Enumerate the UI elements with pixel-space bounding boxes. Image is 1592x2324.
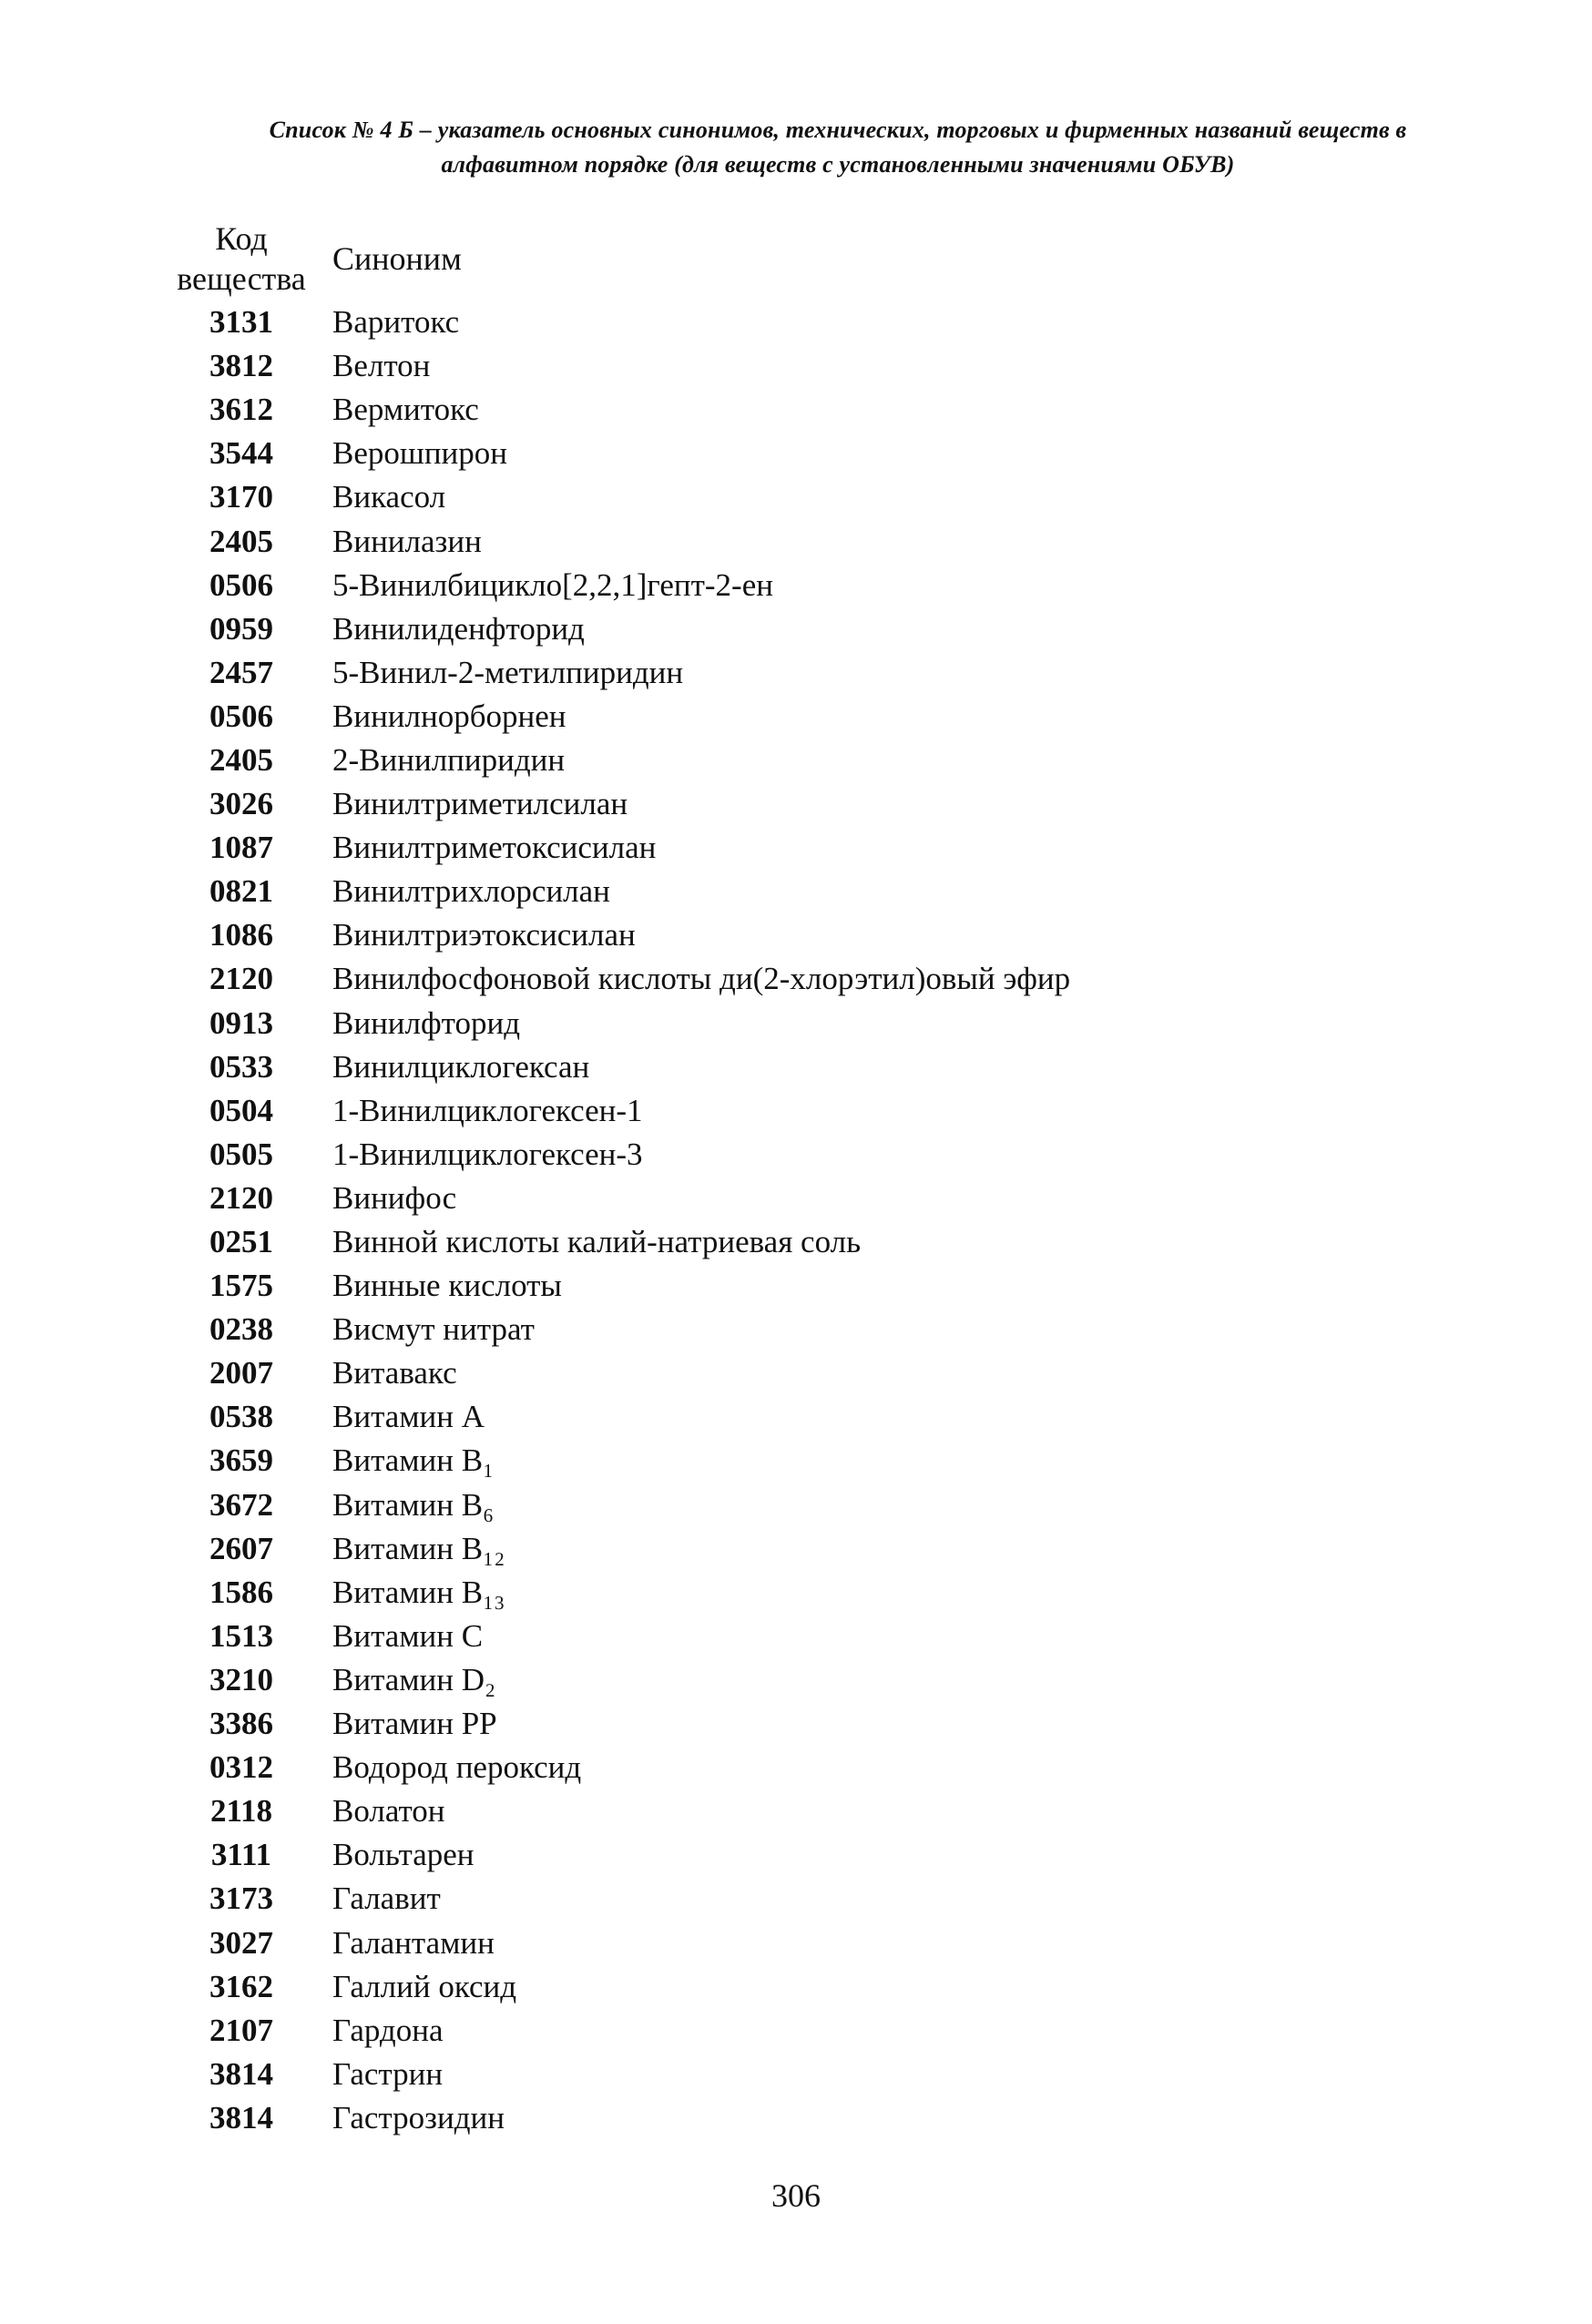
table-body — [168, 301, 1070, 2140]
table-row — [168, 782, 1070, 826]
table-row — [168, 870, 1070, 913]
substance-synonym: Водород пероксид — [332, 1749, 582, 1786]
table-row — [168, 957, 1070, 1001]
table-row — [168, 1921, 1070, 1964]
table-row — [168, 607, 1070, 651]
substance-code: 3672 — [209, 1486, 273, 1523]
table-row — [168, 1965, 1070, 2009]
substance-code: 3170 — [209, 479, 273, 515]
substance-code: 0959 — [209, 610, 273, 647]
substance-synonym: Винилтрихлорсилан — [332, 873, 610, 910]
substance-synonym: Верошпирон — [332, 435, 508, 472]
table-row — [168, 739, 1070, 782]
substance-code: 3812 — [209, 348, 273, 384]
table-row — [168, 1527, 1070, 1571]
table-row — [168, 913, 1070, 957]
substance-synonym: Галантамин — [332, 1924, 495, 1961]
table-row — [168, 2009, 1070, 2053]
substance-code: 0251 — [209, 1224, 273, 1260]
table-row — [168, 1002, 1070, 1045]
substance-synonym: Гастрин — [332, 2055, 444, 2092]
substance-synonym: Винифос — [332, 1179, 457, 1216]
table-header-row — [168, 217, 1070, 301]
substance-synonym: Витамин D₂ — [332, 1661, 496, 1697]
table-row — [168, 475, 1070, 519]
substance-code: 2405 — [209, 741, 273, 778]
table-row — [168, 344, 1070, 388]
table-row — [168, 1615, 1070, 1658]
substance-synonym: Винной кислоты калий-натриевая соль — [332, 1224, 862, 1260]
substance-synonym: Галлий оксид — [332, 1968, 517, 2004]
substance-code: 3111 — [210, 1837, 272, 1873]
substance-synonym: 1-Винилциклогексен-1 — [332, 1092, 643, 1128]
table-row — [168, 1351, 1070, 1395]
substance-code: 3544 — [209, 435, 273, 472]
substance-synonym: Викасол — [332, 479, 446, 515]
table-row — [168, 519, 1070, 563]
substance-code: 0913 — [209, 1004, 273, 1041]
synonym-index-table — [168, 217, 1070, 2140]
substance-code: 2457 — [209, 654, 273, 690]
substance-synonym: Витавакс — [332, 1355, 457, 1391]
substance-code: 3814 — [209, 2099, 273, 2135]
table-row — [168, 388, 1070, 432]
substance-synonym: Витамин РР — [332, 1706, 497, 1742]
substance-code: 0312 — [209, 1749, 273, 1786]
list-title — [128, 113, 1548, 182]
table-row — [168, 564, 1070, 607]
table-row — [168, 1439, 1070, 1483]
table-row — [168, 1571, 1070, 1615]
substance-code: 1086 — [209, 917, 273, 953]
table-row — [168, 1746, 1070, 1789]
substance-synonym: Варитокс — [332, 304, 460, 341]
substance-synonym: Витамин B₆ — [332, 1486, 495, 1523]
substance-code: 0821 — [209, 873, 273, 910]
substance-synonym: Винилтриметилсилан — [332, 786, 628, 822]
substance-code: 3173 — [209, 1881, 273, 1917]
substance-synonym: Витамин С — [332, 1617, 484, 1654]
table-row — [168, 2053, 1070, 2096]
table-row — [168, 651, 1070, 695]
substance-code: 3210 — [209, 1661, 273, 1697]
substance-code: 3162 — [209, 1968, 273, 2004]
substance-code: 0538 — [209, 1399, 273, 1435]
substance-code: 0238 — [209, 1311, 273, 1348]
substance-synonym: Гастрозидин — [332, 2099, 505, 2135]
substance-code: 2118 — [209, 1793, 273, 1830]
table-row — [168, 1483, 1070, 1527]
substance-synonym: Витамин А — [332, 1399, 485, 1435]
substance-code: 3659 — [209, 1442, 273, 1479]
substance-code: 0506 — [209, 566, 273, 603]
substance-code: 1586 — [209, 1574, 273, 1610]
substance-code: 2120 — [209, 1179, 273, 1216]
substance-code: 3814 — [209, 2055, 273, 2092]
table-row — [168, 1308, 1070, 1351]
substance-synonym: Витамин B₁₃ — [332, 1574, 505, 1610]
substance-code: 2607 — [209, 1530, 273, 1566]
substance-synonym: Винилиденфторид — [332, 610, 585, 647]
substance-synonym: Велтон — [332, 348, 431, 384]
substance-synonym: Винилнорборнен — [332, 698, 566, 734]
substance-synonym: Висмут нитрат — [332, 1311, 535, 1348]
substance-code: 2107 — [209, 2012, 273, 2048]
substance-code: 1575 — [209, 1268, 273, 1304]
substance-synonym: Витамин B₁ — [332, 1442, 495, 1479]
table-row — [168, 1658, 1070, 1702]
substance-synonym: Винилфосфоновой кислоты ди(2-хлорэтил)овый эфир — [332, 961, 1071, 997]
substance-code: 0504 — [209, 1092, 273, 1128]
substance-synonym: 1-Винилциклогексен-3 — [332, 1136, 643, 1172]
table-row — [168, 1789, 1070, 1833]
table-row — [168, 1702, 1070, 1746]
table-row — [168, 1089, 1070, 1133]
table-row — [168, 1395, 1070, 1439]
substance-synonym: Винилциклогексан — [332, 1048, 590, 1085]
substance-synonym: Винные кислоты — [332, 1268, 562, 1304]
substance-code: 1513 — [209, 1617, 273, 1654]
substance-code: 3386 — [209, 1706, 273, 1742]
list-title-line-2: алфавитном порядке (для веществ с установленными значениями ОБУВ) — [441, 151, 1235, 178]
substance-code: 1087 — [209, 830, 273, 866]
substance-synonym: Винилтриметоксисилан — [332, 830, 657, 866]
substance-synonym: 5-Винил-2-метилпиридин — [332, 654, 684, 690]
table-row — [168, 432, 1070, 475]
substance-synonym: 5-Винилбицикло[2,2,1]гепт-2-ен — [332, 566, 773, 603]
substance-code: 0533 — [209, 1048, 273, 1085]
substance-synonym: 2-Винилпиридин — [332, 741, 566, 778]
column-header-synonym: Синоним — [332, 240, 462, 277]
table-row — [168, 1133, 1070, 1177]
substance-code: 2007 — [209, 1355, 273, 1391]
table-row — [168, 301, 1070, 344]
substance-code: 2120 — [209, 961, 273, 997]
substance-synonym: Вермитокс — [332, 392, 479, 428]
substance-synonym: Витамин B₁₂ — [332, 1530, 505, 1566]
substance-code: 3027 — [209, 1924, 273, 1961]
substance-code: 3026 — [209, 786, 273, 822]
page-number: 306 — [771, 2177, 821, 2214]
substance-synonym: Гардона — [332, 2012, 444, 2048]
table-row — [168, 1220, 1070, 1264]
list-title-line-1: Список № 4 Б – указатель основных синонимов, технических, торговых и фирменных названий веществ в — [269, 117, 1407, 143]
table-row — [168, 1264, 1070, 1308]
substance-synonym: Галавит — [332, 1881, 441, 1917]
table-row — [168, 1177, 1070, 1220]
substance-synonym: Вольтарен — [332, 1837, 475, 1873]
table-row — [168, 1877, 1070, 1921]
substance-code: 3131 — [209, 304, 273, 341]
substance-synonym: Винилтриэтоксисилан — [332, 917, 636, 953]
table-row — [168, 2096, 1070, 2140]
table-row — [168, 1045, 1070, 1089]
substance-code: 2405 — [209, 523, 273, 559]
substance-synonym: Винилазин — [332, 523, 482, 559]
substance-code: 0505 — [209, 1136, 273, 1172]
table-row — [168, 1833, 1070, 1877]
substance-synonym: Волатон — [332, 1793, 445, 1830]
substance-code: 3612 — [209, 392, 273, 428]
table-row — [168, 695, 1070, 739]
substance-synonym: Винилфторид — [332, 1004, 521, 1041]
column-header-code: Код вещества — [177, 220, 306, 297]
substance-code: 0506 — [209, 698, 273, 734]
table-row — [168, 826, 1070, 870]
